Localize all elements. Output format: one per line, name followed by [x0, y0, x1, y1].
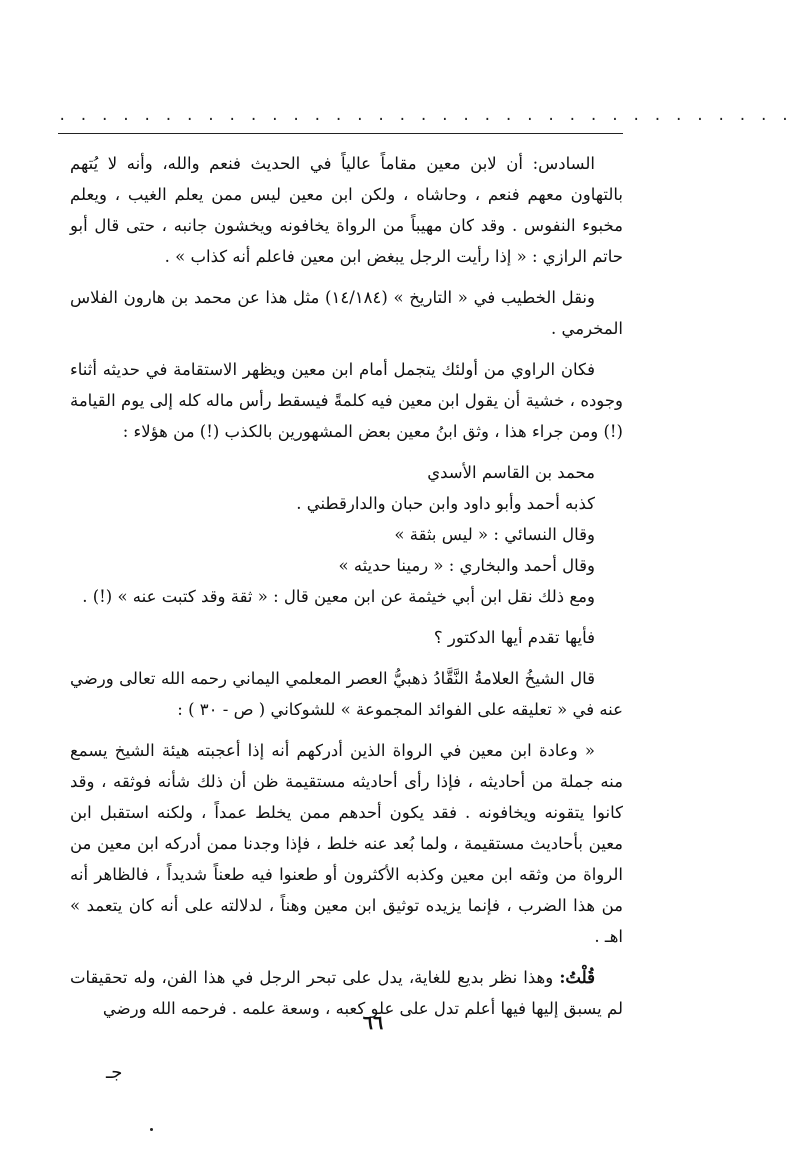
mualimi-intro: قال الشيخُ العلامةُ النَّقَّادُ ذهبيُّ العصر المعلمي اليماني رحمه الله تعالى ورضي عنه في « تعليقه على الفوائد المجموعة » للشوكاني ( ص - ٣٠ ) :: [70, 669, 623, 719]
paragraph-sixth-point: السادس: أن لابن معين مقاماً عالياً في الحديث فنعم والله، وأنه لا يُتهم بالتهاون معهم فنعم ، وحاشاه ، ولكن ابن معين ليس ممن يعلم الغيب ، ويعلم مخبوء النفوس . وقد كان مهيباً من الرواة يخافونه ويخشون جانبه ، حتى قال أبو حاتم الرازي : « إذا رأيت الرجل يبغض ابن معين فاعلم أنه كذاب » .: [70, 154, 623, 266]
page-body: [70, 148, 623, 1034]
list-item: كذبه أحمد وأبو داود وابن حبان والدارقطني .: [296, 494, 595, 513]
question-line: فأيها تقدم أيها الدكتور ؟: [433, 628, 595, 647]
footer-mark: جـ: [106, 1062, 123, 1083]
mualimi-quote: « وعادة ابن معين في الرواة الذين أدركهم أنه إذا أعجبته هيئة الشيخ يسمع منه جملة من أحاديثه ، فإذا رأى أحاديثه مستقيمة ظن أن ذلك شأنه فوثقه ، وقد كانوا يتقونه ويخافونه . فقد يكون أحدهم ممن يخلط عمداً ، ولكنه استقبل ابن معين بأحاديث مستقيمة ، ولما بُعد عنه خلط ، فإذا وجدنا ممن أدركه ابن معين من الرواة من وثقه ابن معين وكذبه الأكثرون أو طعنوا فيه طعناً شديداً ، فالظاهر أنه من هذا الضرب ، فإنما يزيده توثيق ابن معين وهناً ، لدلالته على أنه كان يتعمد » اهـ .: [70, 741, 623, 946]
closing-text: وهذا نظر بديع للغاية، يدل على تبحر الرجل في هذا الفن، وله تحقيقات لم يسبق إليها فيها أعلم تدل على علو كعبه ، وسعة علمه . فرحمه الله ورضي: [70, 968, 623, 1018]
list-item: ومع ذلك نقل ابن أبي خيثمة عن ابن معين قال : « ثقة وقد كتبت عنه » (!) .: [82, 587, 595, 606]
header-dotted-line: . . . . . . . . . . . . . . . . . . . . . . . . . . . . . . . . . . .: [58, 108, 791, 124]
list-item: محمد بن القاسم الأسدي: [427, 463, 595, 482]
list-item: وقال النسائي : « ليس بثقة »: [394, 525, 595, 544]
page-number: ٦٦: [362, 1012, 384, 1034]
list-item: وقال أحمد والبخاري : « رمينا حديثه »: [338, 556, 595, 575]
paragraph-khatib-quote: ونقل الخطيب في « التاريخ » (١٤/١٨٤) مثل هذا عن محمد بن هارون الفلاس المخرمي .: [70, 288, 623, 338]
footer-dot: [150, 1128, 153, 1131]
header-rule: [58, 133, 623, 134]
narrator-example-list: [70, 457, 623, 612]
paragraph-narrator-behavior: فكان الراوي من أولئك يتجمل أمام ابن معين ويظهر الاستقامة في حديثه أثناء وجوده ، خشية أن يقول ابن معين فيه كلمةً فيسقط رأس ماله كله إلى يوم القيامة (!) ومن جراء هذا ، وثق ابنُ معين بعض المشهورين بالكذب (!) من هؤلاء :: [70, 360, 623, 441]
closing-lead: قُلْتُ:: [559, 968, 595, 987]
